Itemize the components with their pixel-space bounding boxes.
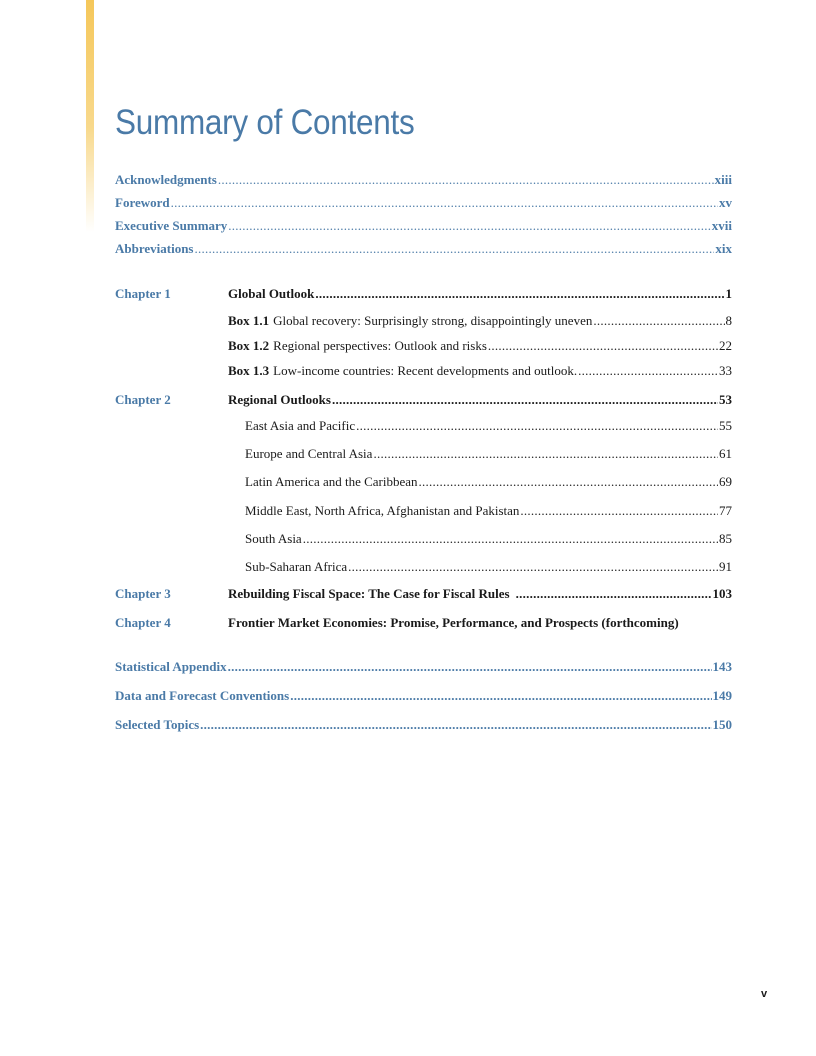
toc-entry-page: 85 bbox=[719, 531, 732, 546]
toc-entry-label: Executive Summary bbox=[115, 218, 228, 233]
dot-leader bbox=[218, 172, 714, 188]
page-title: Summary of Contents bbox=[115, 103, 415, 142]
chapter-label: Chapter 2 bbox=[115, 392, 171, 407]
toc-entry-page: 61 bbox=[719, 446, 732, 461]
toc-entry-label: Abbreviations bbox=[115, 241, 194, 256]
toc-entry-data-forecast-conventions[interactable] bbox=[115, 688, 732, 704]
chapter-label: Chapter 1 bbox=[115, 286, 171, 301]
dot-leader bbox=[303, 531, 718, 547]
toc-entry-box-1-3[interactable] bbox=[228, 363, 732, 379]
dot-leader bbox=[290, 688, 711, 704]
toc-entry-page: 55 bbox=[719, 418, 732, 433]
dot-leader bbox=[516, 586, 712, 602]
toc-entry-page: 143 bbox=[712, 659, 732, 674]
dot-leader bbox=[348, 559, 718, 575]
toc-entry-box-1-1[interactable] bbox=[228, 313, 732, 329]
dot-leader bbox=[228, 659, 712, 675]
dot-leader bbox=[228, 218, 710, 234]
toc-entry-label: Acknowledgments bbox=[115, 172, 217, 187]
toc-entry-section[interactable] bbox=[245, 559, 732, 575]
toc-entry-page: 69 bbox=[719, 474, 732, 489]
toc-entry-page: xix bbox=[715, 241, 732, 256]
toc-entry-chapter-1[interactable] bbox=[228, 286, 732, 302]
dot-leader bbox=[195, 241, 715, 257]
toc-entry-chapter-2[interactable] bbox=[228, 392, 732, 408]
dot-leader bbox=[200, 717, 711, 733]
chapter-label: Chapter 4 bbox=[115, 615, 171, 630]
toc-entry-page: 77 bbox=[719, 503, 732, 518]
box-title: Regional perspectives: Outlook and risks bbox=[273, 338, 487, 353]
toc-entry-section[interactable] bbox=[245, 474, 732, 490]
dot-leader bbox=[578, 363, 718, 379]
section-title: Latin America and the Caribbean bbox=[245, 474, 418, 489]
section-title: Europe and Central Asia bbox=[245, 446, 373, 461]
toc-entry-label: Data and Forecast Conventions bbox=[115, 688, 290, 703]
toc-entry-section[interactable] bbox=[245, 531, 732, 547]
chapter-title: Regional Outlooks bbox=[228, 392, 331, 407]
toc-entry-page: 1 bbox=[725, 286, 732, 301]
toc-entry-page: xiii bbox=[714, 172, 732, 187]
toc-entry-section[interactable] bbox=[245, 503, 732, 519]
box-label: Box 1.3 bbox=[228, 363, 270, 378]
page-number: v bbox=[761, 988, 768, 1000]
dot-leader bbox=[520, 503, 718, 519]
toc-entry-chapter-3[interactable] bbox=[228, 586, 732, 602]
toc-entry-page: 103 bbox=[712, 586, 732, 601]
dot-leader bbox=[356, 418, 718, 434]
chapter-title: Global Outlook bbox=[228, 286, 315, 301]
dot-leader bbox=[419, 474, 718, 490]
toc-entry-label: Foreword bbox=[115, 195, 170, 210]
decorative-accent-bar bbox=[86, 0, 94, 232]
section-title: Middle East, North Africa, Afghanistan and Pakistan bbox=[245, 503, 520, 518]
toc-entry-page: 150 bbox=[712, 717, 732, 732]
toc-entry-page: 33 bbox=[719, 363, 732, 378]
box-label: Box 1.1 bbox=[228, 313, 270, 328]
toc-entry-page: 22 bbox=[719, 338, 732, 353]
toc-entry-label: Selected Topics bbox=[115, 717, 200, 732]
toc-entry-page: 53 bbox=[719, 392, 732, 407]
dot-leader bbox=[332, 392, 718, 408]
dot-leader bbox=[593, 313, 724, 329]
chapter-label: Chapter 3 bbox=[115, 586, 171, 601]
toc-entry-statistical-appendix[interactable] bbox=[115, 659, 732, 675]
toc-entry-section[interactable] bbox=[245, 418, 732, 434]
toc-entry-box-1-2[interactable] bbox=[228, 338, 732, 354]
toc-entry-foreword[interactable] bbox=[115, 195, 732, 211]
toc-entry-executive-summary[interactable] bbox=[115, 218, 732, 234]
chapter-title: Rebuilding Fiscal Space: The Case for Fiscal Rules bbox=[228, 586, 510, 601]
section-title: Sub-Saharan Africa bbox=[245, 559, 348, 574]
toc-entry-page: xvii bbox=[711, 218, 732, 233]
toc-entry-selected-topics[interactable] bbox=[115, 717, 732, 733]
chapter-title: Frontier Market Economies: Promise, Performance, and Prospects (forthcoming) bbox=[228, 615, 679, 630]
toc-entry-page: xv bbox=[719, 195, 732, 210]
section-title: South Asia bbox=[245, 531, 302, 546]
box-title: Global recovery: Surprisingly strong, disappointingly uneven bbox=[273, 313, 593, 328]
dot-leader bbox=[373, 446, 718, 462]
dot-leader bbox=[315, 286, 724, 302]
box-label: Box 1.2 bbox=[228, 338, 270, 353]
dot-leader bbox=[171, 195, 718, 211]
box-title: Low-income countries: Recent developments and outlook. bbox=[273, 363, 578, 378]
dot-leader bbox=[488, 338, 718, 354]
toc-entry-page: 91 bbox=[719, 559, 732, 574]
toc-entry-acknowledgments[interactable] bbox=[115, 172, 732, 188]
toc-entry-page: 8 bbox=[725, 313, 732, 328]
toc-entry-section[interactable] bbox=[245, 446, 732, 462]
toc-entry-label: Statistical Appendix bbox=[115, 659, 227, 674]
toc-entry-abbreviations[interactable] bbox=[115, 241, 732, 257]
section-title: East Asia and Pacific bbox=[245, 418, 356, 433]
toc-entry-page: 149 bbox=[712, 688, 732, 703]
